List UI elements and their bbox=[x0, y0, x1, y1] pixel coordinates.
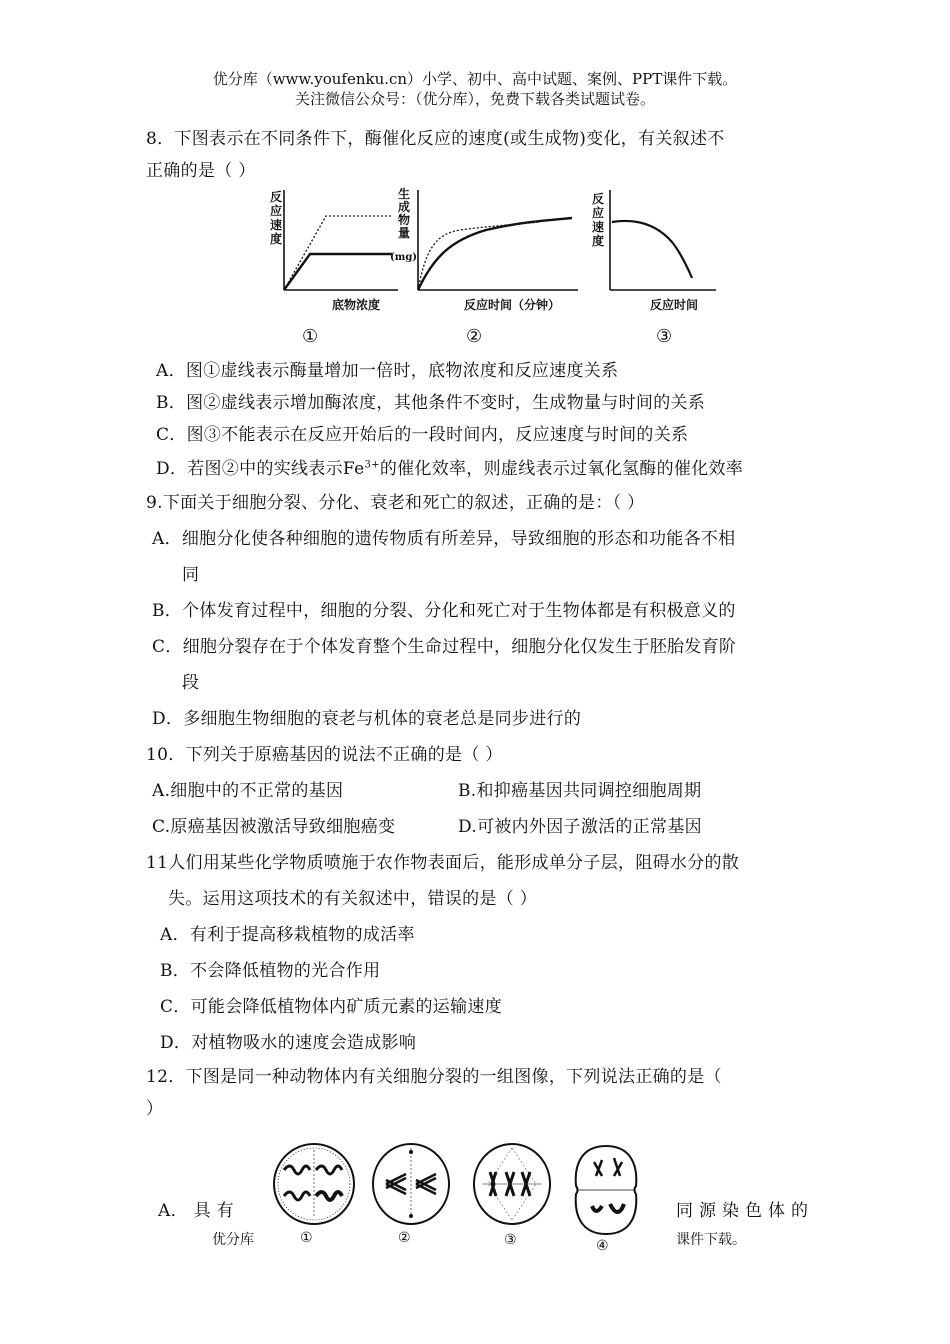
fig3-ylabel-char: 速 bbox=[592, 220, 605, 234]
fig2-ylabel-char: 生 bbox=[398, 187, 411, 201]
q9-option-a-line-2: 同 bbox=[182, 565, 200, 585]
fig1-ylabel-char: 反 bbox=[270, 190, 283, 204]
q12-option-a-right: 同 源 染 色 体 的 bbox=[676, 1201, 809, 1221]
fig2-ylabel-char: 量 bbox=[398, 226, 411, 240]
q8-figure-1 bbox=[262, 186, 402, 321]
header-line-1: 优分库（www.youfenku.cn）小学、初中、高中试题、案例、PPT课件下载。 bbox=[212, 70, 738, 88]
q8-option-d bbox=[156, 454, 743, 479]
footer-right: 课件下载。 bbox=[676, 1232, 746, 1248]
fig1-ylabel-char: 速 bbox=[270, 218, 283, 232]
cell-image-3 bbox=[468, 1140, 556, 1228]
q11-option-c: C．可能会降低植物体内矿质元素的运输速度 bbox=[160, 997, 503, 1017]
q9-option-c-line-2: 段 bbox=[182, 673, 200, 693]
q10-option-d: D.可被内外因子激活的正常基因 bbox=[458, 817, 702, 837]
q8-stem-line-1: 8．下图表示在不同条件下，酶催化反应的速度(或生成物)变化，有关叙述不 bbox=[146, 129, 725, 149]
fig2-unit: (mg) bbox=[390, 252, 418, 263]
q8-option-b: B．图②虚线表示增加酶浓度，其他条件不变时，生成物量与时间的关系 bbox=[156, 393, 706, 413]
fig3-plot bbox=[588, 186, 718, 296]
cell-image-2 bbox=[368, 1140, 454, 1228]
cell-image-1 bbox=[270, 1140, 358, 1228]
q10-option-b: B.和抑癌基因共同调控细胞周期 bbox=[458, 781, 702, 801]
q8-figure-3 bbox=[588, 186, 718, 321]
q11-stem-line-1: 11人们用某些化学物质喷施于农作物表面后，能形成单分子层，阻碍水分的散 bbox=[146, 853, 740, 873]
fig2-plot bbox=[390, 186, 580, 296]
q11-option-a: A．有利于提高移栽植物的成活率 bbox=[160, 925, 415, 945]
q10-stem: 10．下列关于原癌基因的说法不正确的是（ ） bbox=[146, 745, 503, 765]
cell-number-3: ③ bbox=[504, 1232, 517, 1248]
cell-number-4: ④ bbox=[596, 1238, 609, 1254]
fig3-ylabel-char: 反 bbox=[592, 192, 605, 206]
q12-stem-line-2: ） bbox=[146, 1099, 164, 1119]
fig2-x-label: 反应时间（分钟） bbox=[464, 298, 561, 312]
footer-left: 优分库 bbox=[212, 1232, 254, 1248]
q12-stem-line-1: 12．下图是同一种动物体内有关细胞分裂的一组图像，下列说法正确的是（ bbox=[146, 1067, 722, 1087]
fig1-x-label: 底物浓度 bbox=[332, 298, 381, 312]
fig1-plot bbox=[262, 186, 402, 296]
fig1-ylabel-char: 应 bbox=[270, 204, 283, 218]
q8-option-c: C．图③不能表示在反应开始后的一段时间内，反应速度与时间的关系 bbox=[156, 425, 689, 445]
q8-stem-line-2: 正确的是（ ） bbox=[146, 161, 256, 181]
q12-option-a-left: A． 具 有 bbox=[158, 1201, 234, 1221]
fig2-ylabel-char: 成 bbox=[398, 200, 411, 214]
fig3-x-label: 反应时间 bbox=[650, 298, 699, 312]
q9-stem: 9.下面关于细胞分裂、分化、衰老和死亡的叙述，正确的是：（ ） bbox=[146, 493, 645, 513]
fig2-number: ② bbox=[466, 326, 483, 347]
cell-image-4 bbox=[570, 1140, 642, 1240]
cell-number-1: ① bbox=[300, 1230, 313, 1246]
q11-stem-line-2: 失。运用这项技术的有关叙述中，错误的是（ ） bbox=[168, 889, 538, 909]
q8-option-d-pre: D．若图②中的实线表示Fe bbox=[156, 459, 365, 479]
q10-option-a: A.细胞中的不正常的基因 bbox=[152, 781, 344, 801]
q9-option-d: D．多细胞生物细胞的衰老与机体的衰老总是同步进行的 bbox=[152, 709, 582, 729]
q9-option-b: B．个体发育过程中，细胞的分裂、分化和死亡对于生物体都是有积极意义的 bbox=[152, 601, 736, 621]
fig1-ylabel-char: 度 bbox=[270, 232, 283, 246]
q8-figure-2 bbox=[390, 186, 580, 321]
fig1-number: ① bbox=[302, 326, 319, 347]
q10-option-c: C.原癌基因被激活导致细胞癌变 bbox=[152, 817, 396, 837]
q9-option-a-line-1: A．细胞分化使各种细胞的遗传物质有所差异，导致细胞的形态和功能各不相 bbox=[152, 529, 736, 549]
fig3-number: ③ bbox=[656, 326, 673, 347]
header-line-2: 关注微信公众号：（优分库），免费下载各类试题试卷。 bbox=[294, 90, 655, 108]
q9-option-c-line-1: C．细胞分裂存在于个体发育整个生命过程中，细胞分化仅发生于胚胎发育阶 bbox=[152, 637, 737, 657]
fig3-ylabel-char: 应 bbox=[592, 206, 605, 220]
q11-option-d: D．对植物吸水的速度会造成影响 bbox=[160, 1033, 417, 1053]
fig2-ylabel-char: 物 bbox=[398, 213, 411, 227]
cell-number-2: ② bbox=[398, 1230, 411, 1246]
q11-option-b: B．不会降低植物的光合作用 bbox=[160, 961, 381, 981]
q8-option-d-post: 的催化效率，则虚线表示过氧化氢酶的催化效率 bbox=[379, 459, 744, 479]
q8-option-a: A．图①虚线表示酶量增加一倍时，底物浓度和反应速度关系 bbox=[156, 361, 619, 381]
fig3-ylabel-char: 度 bbox=[592, 234, 605, 248]
q8-option-d-sup: 3+ bbox=[364, 459, 380, 471]
